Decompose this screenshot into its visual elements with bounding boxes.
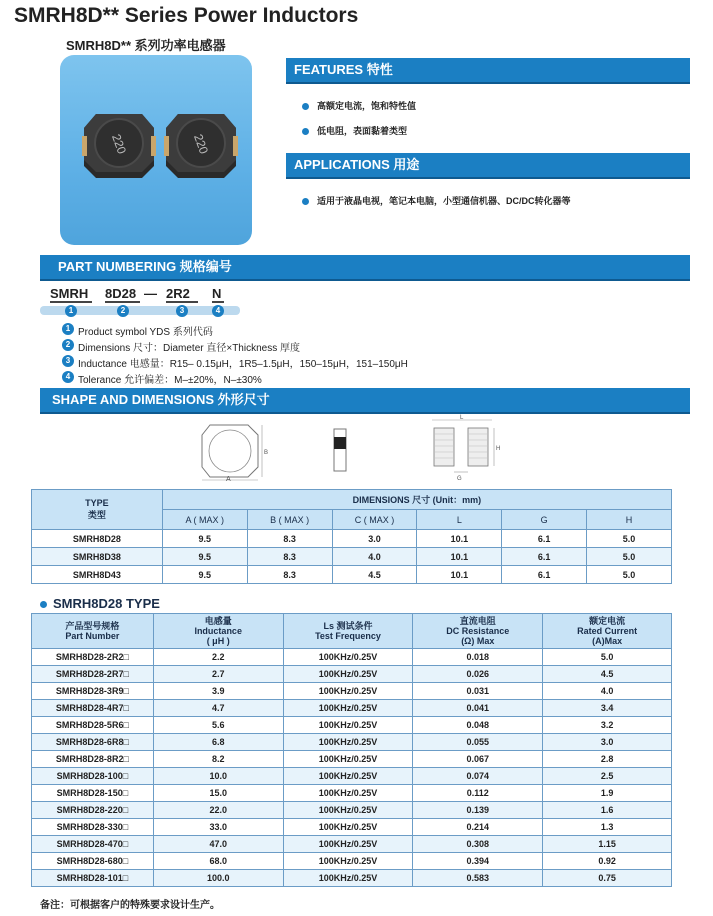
pn-part-symbol: SMRH [50, 286, 89, 301]
spec-value-cell: 2.5 [543, 768, 672, 785]
feature-item [302, 99, 416, 112]
spec-value-cell: 0.055 [413, 734, 543, 751]
spec-column-header [32, 614, 154, 649]
spec-value-cell: 3.0 [543, 734, 672, 751]
spec-header-line: DC Resistance [446, 626, 510, 636]
spec-header-line: Test Frequency [315, 631, 381, 641]
pn-part-dimensions: 8D28 [105, 286, 137, 301]
page-subtitle: SMRH8D** 系列功率电感器 [66, 38, 226, 53]
part-number-cell: SMRH8D28-680□ [32, 853, 154, 870]
spec-value-cell: 0.048 [413, 717, 543, 734]
spec-header-line: 电感量 [204, 616, 232, 626]
inductor-marking-left: 220 [108, 132, 130, 156]
spec-value-cell: 0.067 [413, 751, 543, 768]
spec-header-line: 直流电阻 [459, 616, 496, 626]
table-row [32, 785, 672, 802]
feature-item [302, 124, 407, 137]
part-number-cell: SMRH8D28-2R7□ [32, 666, 154, 683]
spec-value-cell: 1.15 [543, 836, 672, 853]
spec-value-cell: 100.0 [153, 870, 283, 887]
spec-value-cell: 10.0 [153, 768, 283, 785]
application-item [302, 194, 571, 207]
table-row [32, 717, 672, 734]
table-row [32, 530, 672, 548]
dim-column-header: A ( MAX ) [162, 510, 247, 530]
spec-header-line: Inductance [194, 626, 242, 636]
spec-header-line: 额定电流 [589, 616, 626, 626]
table-row [32, 548, 672, 566]
side-view-drawing [330, 425, 350, 475]
desc-number-badge: 3 [62, 355, 74, 367]
spec-value-cell: 100KHz/0.25V [283, 649, 413, 666]
spec-value-cell: 1.6 [543, 802, 672, 819]
spec-value-cell: 0.75 [543, 870, 672, 887]
spec-value-cell: 0.112 [413, 785, 543, 802]
desc-number-badge: 2 [62, 339, 74, 351]
spec-value-cell: 3.4 [543, 700, 672, 717]
dim-label-b: B [264, 450, 269, 456]
spec-value-cell: 0.139 [413, 802, 543, 819]
spec-value-cell: 100KHz/0.25V [283, 785, 413, 802]
dim-value-cell: 6.1 [502, 548, 587, 566]
dim-value-cell: 5.0 [587, 530, 672, 548]
pn-desc-2: Dimensions 尺寸：Diameter 直径×Thickness 厚度 [78, 343, 300, 354]
part-number-cell: SMRH8D28-330□ [32, 819, 154, 836]
part-number-cell: SMRH8D28-101□ [32, 870, 154, 887]
dim-value-cell: 9.5 [162, 530, 247, 548]
part-number-cell: SMRH8D28-2R2□ [32, 649, 154, 666]
spec-value-cell: 4.0 [543, 683, 672, 700]
pn-part-tolerance: N [212, 286, 222, 301]
page-title: SMRH8D** Series Power Inductors [14, 4, 359, 27]
pn-number-badge: 4 [212, 305, 224, 317]
pn-number-badge: 3 [176, 305, 188, 317]
spec-value-cell: 3.2 [543, 717, 672, 734]
dim-value-cell: 6.1 [502, 566, 587, 584]
spec-value-cell: 0.031 [413, 683, 543, 700]
spec-value-cell: 0.394 [413, 853, 543, 870]
table-row [32, 751, 672, 768]
inductor-image-right [164, 110, 238, 180]
dim-value-cell: 10.1 [417, 548, 502, 566]
pn-underline [212, 301, 224, 303]
table-row [32, 819, 672, 836]
spec-value-cell: 4.5 [543, 666, 672, 683]
dim-value-cell: 10.1 [417, 530, 502, 548]
spec-header-line: 产品型号规格 [65, 621, 120, 631]
bullet-icon [40, 601, 47, 608]
pn-underline [105, 301, 140, 303]
dim-type-cell: SMRH8D28 [32, 530, 163, 548]
dim-value-cell: 8.3 [247, 566, 332, 584]
spec-table [31, 613, 672, 887]
spec-value-cell: 2.2 [153, 649, 283, 666]
spec-value-cell: 2.8 [543, 751, 672, 768]
spec-header-line: Rated Current [577, 626, 638, 636]
spec-value-cell: 3.9 [153, 683, 283, 700]
spec-header-line: (Ω) Max [461, 636, 495, 646]
dim-column-header: H [587, 510, 672, 530]
land-pattern-drawing [428, 414, 508, 484]
inductor-marking-right: 220 [190, 132, 212, 156]
pn-part-inductance: 2R2 [166, 286, 190, 301]
part-number-cell: SMRH8D28-6R8□ [32, 734, 154, 751]
bullet-icon [302, 198, 309, 205]
spec-value-cell: 0.026 [413, 666, 543, 683]
dim-value-cell: 9.5 [162, 566, 247, 584]
table-row [32, 649, 672, 666]
dim-label-g: G [457, 476, 462, 482]
spec-value-cell: 100KHz/0.25V [283, 870, 413, 887]
table-row [32, 768, 672, 785]
spec-value-cell: 1.9 [543, 785, 672, 802]
spec-value-cell: 100KHz/0.25V [283, 683, 413, 700]
bullet-icon [302, 103, 309, 110]
table-row [32, 853, 672, 870]
dim-column-header: G [502, 510, 587, 530]
dimensions-table [31, 489, 672, 584]
table-row [32, 700, 672, 717]
table-row [32, 802, 672, 819]
footer-note: 备注：可根据客户的特殊要求设计生产。 [40, 900, 220, 911]
part-number-cell: SMRH8D28-100□ [32, 768, 154, 785]
spec-value-cell: 15.0 [153, 785, 283, 802]
spec-column-header [283, 614, 413, 649]
spec-value-cell: 100KHz/0.25V [283, 734, 413, 751]
dim-value-cell: 9.5 [162, 548, 247, 566]
pn-desc-4: Tolerance 允许偏差：M–±20%，N–±30% [78, 375, 262, 386]
shape-heading: SHAPE AND DIMENSIONS 外形尺寸 [40, 388, 690, 412]
table-row [32, 836, 672, 853]
spec-header-line: Part Number [65, 631, 120, 641]
table-row [32, 870, 672, 887]
dim-label-a: A [226, 476, 231, 483]
spec-value-cell: 100KHz/0.25V [283, 768, 413, 785]
spec-value-cell: 5.6 [153, 717, 283, 734]
table-row [32, 566, 672, 584]
dim-label-h: H [496, 446, 501, 452]
dim-group-header: DIMENSIONS 尺寸 (Unit：mm) [162, 490, 671, 510]
spec-value-cell: 68.0 [153, 853, 283, 870]
part-numbering-heading: PART NUMBERING 规格编号 [40, 255, 690, 279]
application-text: 适用于液晶电视，笔记本电脑，小型通信机器、DC/DC转化器等 [317, 196, 571, 206]
feature-text: 高额定电流，饱和特性值 [317, 101, 417, 111]
product-photo [60, 55, 252, 245]
spec-header-line: ( μH ) [206, 636, 230, 646]
spec-value-cell: 100KHz/0.25V [283, 853, 413, 870]
top-view-drawing [200, 420, 270, 482]
part-number-cell: SMRH8D28-4R7□ [32, 700, 154, 717]
features-heading: FEATURES 特性 [286, 58, 690, 82]
dim-value-cell: 3.0 [332, 530, 417, 548]
spec-value-cell: 100KHz/0.25V [283, 751, 413, 768]
table-row [32, 683, 672, 700]
pn-desc-1: Product symbol YDS 系列代码 [78, 327, 213, 338]
dim-column-header: C ( MAX ) [332, 510, 417, 530]
dim-column-header: B ( MAX ) [247, 510, 332, 530]
spec-value-cell: 6.8 [153, 734, 283, 751]
dim-value-cell: 4.5 [332, 566, 417, 584]
spec-value-cell: 47.0 [153, 836, 283, 853]
pn-underline [166, 301, 198, 303]
type-section-title: SMRH8D28 TYPE [40, 596, 160, 611]
spec-value-cell: 100KHz/0.25V [283, 819, 413, 836]
spec-value-cell: 100KHz/0.25V [283, 836, 413, 853]
part-number-cell: SMRH8D28-8R2□ [32, 751, 154, 768]
dim-type-cell: SMRH8D43 [32, 566, 163, 584]
spec-value-cell: 33.0 [153, 819, 283, 836]
part-number-cell: SMRH8D28-220□ [32, 802, 154, 819]
spec-value-cell: 0.074 [413, 768, 543, 785]
dim-value-cell: 8.3 [247, 530, 332, 548]
spec-value-cell: 22.0 [153, 802, 283, 819]
spec-value-cell: 100KHz/0.25V [283, 717, 413, 734]
dim-type-cell: SMRH8D38 [32, 548, 163, 566]
dim-value-cell: 5.0 [587, 548, 672, 566]
spec-value-cell: 0.583 [413, 870, 543, 887]
spec-value-cell: 8.2 [153, 751, 283, 768]
part-number-cell: SMRH8D28-470□ [32, 836, 154, 853]
feature-text: 低电阻，表面黏着类型 [317, 126, 408, 136]
bullet-icon [302, 128, 309, 135]
spec-header-line: (A)Max [592, 636, 623, 646]
dim-value-cell: 6.1 [502, 530, 587, 548]
spec-value-cell: 2.7 [153, 666, 283, 683]
dim-label-l: L [460, 415, 464, 421]
spec-column-header [413, 614, 543, 649]
part-number-cell: SMRH8D28-5R6□ [32, 717, 154, 734]
inductor-image-left [82, 110, 156, 180]
desc-number-badge: 1 [62, 323, 74, 335]
spec-value-cell: 0.214 [413, 819, 543, 836]
part-number-cell: SMRH8D28-3R9□ [32, 683, 154, 700]
dim-value-cell: 8.3 [247, 548, 332, 566]
dim-value-cell: 4.0 [332, 548, 417, 566]
pn-number-badge: 2 [117, 305, 129, 317]
spec-value-cell: 0.308 [413, 836, 543, 853]
pn-part-dash: — [144, 286, 157, 301]
spec-header-line: Ls 测试条件 [323, 621, 373, 631]
spec-value-cell: 5.0 [543, 649, 672, 666]
spec-value-cell: 0.041 [413, 700, 543, 717]
table-row [32, 734, 672, 751]
table-row [32, 666, 672, 683]
dim-value-cell: 5.0 [587, 566, 672, 584]
applications-heading: APPLICATIONS 用途 [286, 153, 690, 177]
spec-column-header [543, 614, 672, 649]
pn-underline [50, 301, 92, 303]
desc-number-badge: 4 [62, 371, 74, 383]
spec-value-cell: 0.018 [413, 649, 543, 666]
spec-value-cell: 0.92 [543, 853, 672, 870]
pn-number-badge: 1 [65, 305, 77, 317]
spec-value-cell: 100KHz/0.25V [283, 700, 413, 717]
part-number-cell: SMRH8D28-150□ [32, 785, 154, 802]
spec-value-cell: 100KHz/0.25V [283, 802, 413, 819]
spec-value-cell: 100KHz/0.25V [283, 666, 413, 683]
spec-value-cell: 1.3 [543, 819, 672, 836]
dim-type-header: TYPE 类型 [32, 490, 163, 530]
spec-column-header [153, 614, 283, 649]
pn-desc-3: Inductance 电感量：R15– 0.15μH，1R5–1.5μH，150–15μH，151–150μH [78, 359, 408, 370]
dim-column-header: L [417, 510, 502, 530]
dim-value-cell: 10.1 [417, 566, 502, 584]
spec-value-cell: 4.7 [153, 700, 283, 717]
